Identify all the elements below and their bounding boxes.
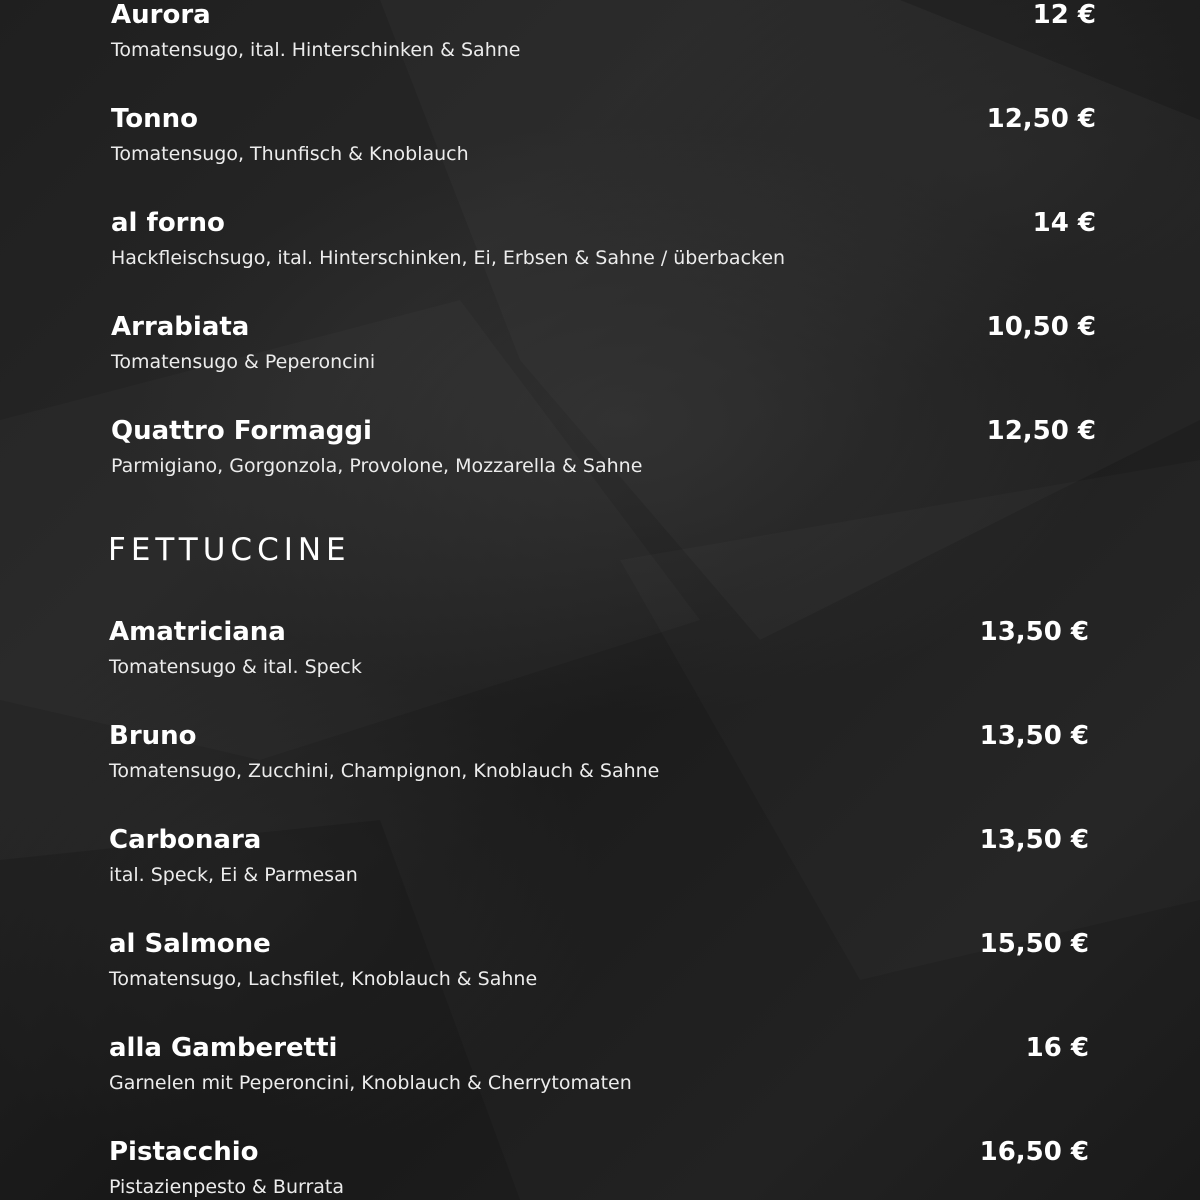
menu-item — [0, 1033, 1200, 1113]
menu-item-price: 16 € — [1025, 1033, 1089, 1063]
menu-item-description: Hackfleischsugo, ital. Hinterschinken, Ei, Erbsen & Sahne / überbacken — [111, 247, 786, 269]
menu-item — [0, 104, 1200, 184]
menu-item-price: 12,50 € — [986, 416, 1096, 446]
menu-item-name: alla Gamberetti — [109, 1033, 338, 1063]
menu-item-description: Tomatensugo & ital. Speck — [109, 656, 362, 678]
menu-item-name: Arrabiata — [111, 312, 250, 342]
menu-item-price: 13,50 € — [979, 617, 1089, 647]
menu-item — [0, 929, 1200, 1009]
menu-item-name: Carbonara — [109, 825, 262, 855]
menu-item — [0, 825, 1200, 905]
menu-item — [0, 1137, 1200, 1200]
menu-item-description: Tomatensugo, Thunfisch & Knoblauch — [111, 143, 469, 165]
menu-item-name: al Salmone — [109, 929, 271, 959]
menu-item-name: Quattro Formaggi — [111, 416, 372, 446]
menu-item-name: Aurora — [111, 0, 211, 30]
menu-item-price: 13,50 € — [979, 721, 1089, 751]
menu-item-name: Tonno — [111, 104, 199, 134]
menu-item — [0, 617, 1200, 697]
menu-item-name: Amatriciana — [109, 617, 286, 647]
menu-item-price: 14 € — [1032, 208, 1096, 238]
menu-item-description: Garnelen mit Peperoncini, Knoblauch & Cherrytomaten — [109, 1072, 632, 1094]
menu-item-price: 12 € — [1032, 0, 1096, 30]
menu-item — [0, 721, 1200, 801]
menu-item-name: al forno — [111, 208, 225, 238]
menu-item-description: Parmigiano, Gorgonzola, Provolone, Mozzarella & Sahne — [111, 455, 643, 477]
menu-item-price: 10,50 € — [986, 312, 1096, 342]
menu-item-price: 13,50 € — [979, 825, 1089, 855]
menu-item-name: Pistacchio — [109, 1137, 259, 1167]
menu-item-description: ital. Speck, Ei & Parmesan — [109, 864, 358, 886]
menu-item-name: Bruno — [109, 721, 197, 751]
menu-item-description: Pistazienpesto & Burrata — [109, 1176, 345, 1198]
section-heading-fettuccine: FETTUCCINE — [108, 532, 351, 568]
menu-item — [0, 312, 1200, 392]
menu-item — [0, 208, 1200, 288]
menu-item-price: 12,50 € — [986, 104, 1096, 134]
menu-item-price: 15,50 € — [979, 929, 1089, 959]
menu-item-description: Tomatensugo, ital. Hinterschinken & Sahne — [111, 39, 521, 61]
menu-item — [0, 0, 1200, 80]
menu-item-price: 16,50 € — [979, 1137, 1089, 1167]
menu-item-description: Tomatensugo, Lachsfilet, Knoblauch & Sahne — [109, 968, 538, 990]
menu-item-description: Tomatensugo & Peperoncini — [111, 351, 376, 373]
menu-item — [0, 416, 1200, 496]
menu-item-description: Tomatensugo, Zucchini, Champignon, Knoblauch & Sahne — [109, 760, 660, 782]
